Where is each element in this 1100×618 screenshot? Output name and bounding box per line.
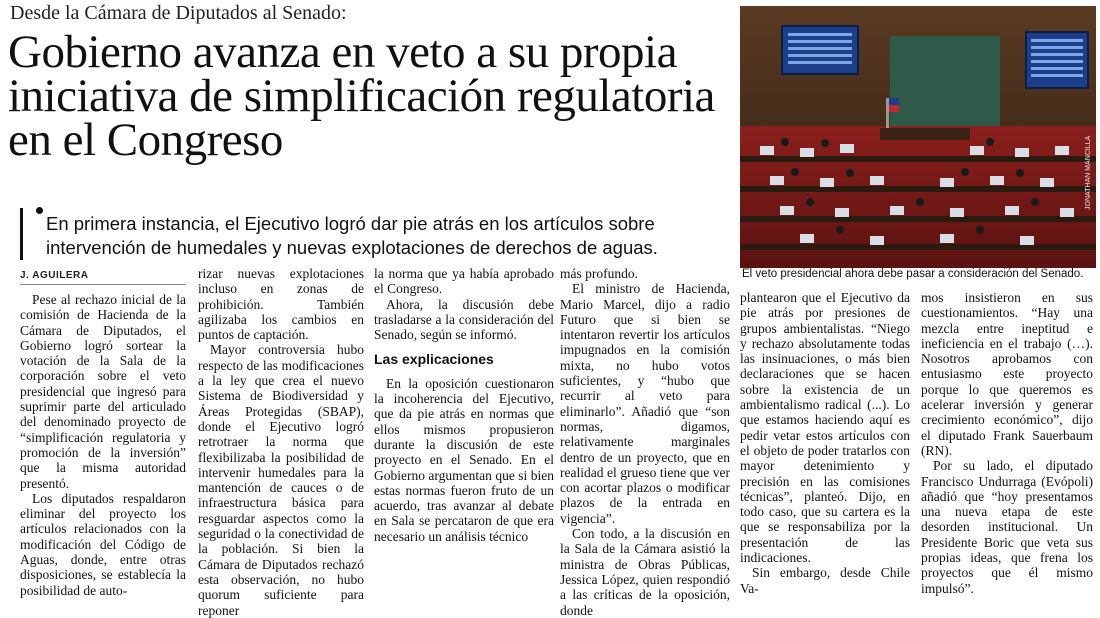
column-4 (560, 266, 730, 618)
byline: J. AGUILERA (20, 270, 89, 281)
deck: En primera instancia, el Ejecutivo logró dar pie atrás en los artículos sobre intervención de humedales y nuevas explotaciones de derechos de aguas. (46, 213, 658, 258)
column-3 (374, 266, 554, 544)
paragraph: Mayor controversia hubo respecto de las modificaciones a la ley que crea el nuevo Sistema de Biodiversidad y Áreas Protegidas (SBAP), donde el Ejecutivo logró retrotraer la norma que flexibilizaba la posibilidad de intervenir humedales para la mantención de cauces o de infraestructura básica para resguardar aspectos como la seguridad o la conectividad de la población. Si bien la Cámara de Diputados rechazó esta observación, no hubo quorum suficiente para reponer (198, 342, 364, 618)
byline-rule (20, 284, 186, 285)
photo-credit: JONATHAN MANCILLA (1085, 135, 1092, 210)
paragraph: Con todo, a la discusión en la Sala de la Cámara asistió la ministra de Obras Públicas, Jessica López, quien respondió a las críticas de la oposición, donde (560, 526, 730, 618)
chamber-illustration (740, 6, 1096, 268)
kicker: Desde la Cámara de Diputados al Senado: (10, 2, 347, 24)
paragraph: Por su lado, el diputado Francisco Undurraga (Evópoli) añadió que “hoy presentamos una nueva etapa de este desorden institucional. Un Presidente Boric que veta sus propias ideas, que frena los proyectos que él mismo impulsó”. (921, 458, 1093, 596)
photo-caption: El veto presidencial ahora debe pasar a consideración del Senado. (742, 268, 1084, 280)
presidium-desk (880, 128, 970, 140)
paragraph: En la oposición cuestionaron la incoherencia del Ejecutivo, que da pie atrás en normas que ellos mismos propusieron durante la discusión de este proyecto en el Senado. En el Gobierno argumentan que si bien estas normas fueron fruto de un acuerdo, tras avanzar al debate en Sala se percataron de que era necesario un análisis técnico (374, 375, 554, 544)
paragraph: plantearon que el Ejecutivo da pie atrás por presiones de grupos ambientalistas. “Niego y rechazo absolutamente todas las insinuaciones, o más bien declaraciones que se hacen sobre la existencia de un ambientalismo radical (...). Lo que estamos haciendo aquí es pedir vetar estos artículos con el objeto de poder tratarlos con mayor detenimiento y precisión en las comisiones técnicas”, planteó. Dijo, en todo caso, que su cartera es la que se responsabiliza por la presentación de las indicaciones. (740, 290, 910, 566)
deck-rule (20, 208, 23, 260)
paragraph: Pese al rechazo inicial de la comisión de Hacienda de la Cámara de Diputados, el Gobierno logró sortear la votación de la Sala de la corporación sobre el veto presidencial que ingresó para suprimir parte del articulado del denominado proyecto de “simplificación regulatoria y promoción de la inversión” que la misma autoridad presentó. (20, 292, 186, 491)
headline: Gobierno avanza en veto a su propia iniciativa de simplificación regulatoria en el Congreso (8, 26, 715, 166)
chamber-photo (740, 6, 1096, 268)
green-panel (890, 36, 1000, 136)
column-1 (20, 292, 186, 598)
column-2 (198, 266, 364, 618)
deck-bullet-dot (36, 207, 43, 214)
column-5 (740, 290, 910, 596)
paragraph: El ministro de Hacienda, Mario Marcel, dijo a radio Futuro que si bien se intentaron revertir los artículos impugnados en la comisión mixta, no hubo votos suficientes, y “hubo que recurrir al veto para eliminarlo”. Añadió que “son normas, digamos, relativamente marginales dentro de un proyecto, que en realidad el grueso tiene que ver con acortar plazos o modificar plazos de la entrada en vigencia”. (560, 281, 730, 526)
paragraph: más profundo. (560, 266, 638, 281)
paragraph: mos insistieron en sus cuestionamientos. “Hay una mezcla entre ineptitud e ineficiencia en el trabajo (…). Nosotros aprobamos con entusiasmo este proyecto porque lo que queremos es acelerar inversión y generar crecimiento económico”, dijo el diputado Frank Sauerbaum (RN). (921, 290, 1093, 458)
paragraph: Los diputados respaldaron eliminar del proyecto los artículos relacionados con la modificación del Código de Aguas, donde, entre otras disposiciones, se establecía la posibilidad de auto- (20, 490, 186, 598)
paragraph: Sin embargo, desde Chile Va- (740, 565, 910, 596)
column-6 (921, 290, 1093, 596)
paragraph: Ahora, la discusión debe trasladarse a la consideración del Senado, según se informó. (374, 296, 554, 343)
subhead: Las explicaciones (374, 351, 494, 368)
paragraph: la norma que ya había aprobado el Congreso. (374, 266, 554, 297)
paragraph: rizar nuevas explotaciones incluso en zonas de prohibición. También agilizaba los cambios en puntos de captación. (198, 266, 364, 343)
